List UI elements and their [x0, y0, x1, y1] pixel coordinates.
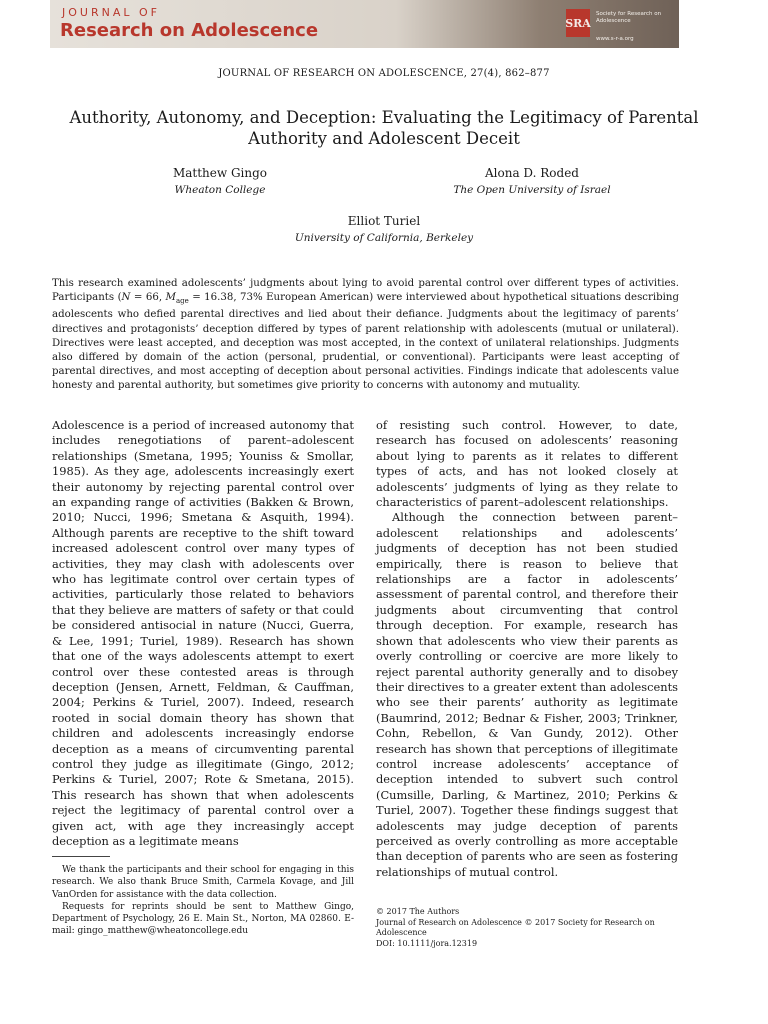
author-name: Elliot Turiel: [347, 214, 421, 228]
acknowledgement-note: We thank the participants and their school for engaging in this research. We also thank Bruce Smith, Carmela Kovage, and Jill VanOrden for assistance with the data collection.: [52, 865, 354, 900]
body-paragraph: of resisting such control. However, to date, research has focused on adolescents’ reasoning about lying to parents as it relates to different types of acts, and has not looked closely at adolescents’ judgments of lying as they relate to characteristics of parent–adolescent relationships.: [376, 418, 678, 510]
author-affiliation: The Open University of Israel: [453, 184, 611, 196]
body-paragraph: Adolescence is a period of increased autonomy that includes renegotiations of parent–adolescent relationships (Smetana, 1995; Youniss & Smollar, 1985). As they age, adolescents increasingly exert their autonomy by rejecting parental control over an expanding range of activities (Bakken & Brown, 2010; Nucci, 1996; Smetana & Asquith, 1994). Although parents are receptive to the shift toward increased adolescent control over many types of activities, they may clash with adolescents over who has legitimate control over certain types of activities, particularly those related to behaviors that they believe are matters of safety or that could be considered antisocial in nature (Nucci, Guerra, & Lee, 1991; Turiel, 1989). Research has shown that one of the ways adolescents attempt to exert control over these contested areas is through deception (Jensen, Arnett, Feldman, & Cauffman, 2004; Perkins & Turiel, 2007). Indeed, research rooted in social domain theory has shown that children and adolescents increasingly endorse deception as a means of circumventing parental control they judge as illegitimate (Gingo, 2012; Perkins & Turiel, 2007; Rote & Smetana, 2015). This research has shown that when adolescents reject the legitimacy of parental control over a given act, with age they increasingly accept deception as a legitimate means: [52, 418, 354, 848]
journal-name: Research on Adolescence: [60, 20, 319, 41]
society-url[interactable]: www.s-r-a.org: [596, 36, 634, 42]
society-name: Society for Research on Adolescence: [596, 11, 662, 24]
body-paragraph: Although the connection between parent–adolescent relationships and adolescents’ judgments of deception has not been studied empirically, there is reason to believe that relationships are a factor in adolescents’ assessment of parental control, and therefore their judgments about circumventing that control through deception. For example, research has shown that adolescents who view their parents as overly controlling or coercive are more likely to reject parental authority generally and to disobey their directives to a greater extent than adolescents who see their parents’ authority as legitimate (Baumrind, 2012; Bednar & Fisher, 2003; Trinkner, Cohn, Rebellon, & Van Gundy, 2012). Other research has shown that perceptions of illegitimate control increase adolescents’ acceptance of deception intended to subvert such control (Cumsille, Darling, & Martinez, 2010; Perkins & Turiel, 2007). Together these findings suggest that adolescents may judge deception of parents perceived as overly controlling as more acceptable than deception of parents who are seen as fostering relationships of mutual control.: [376, 510, 678, 879]
author-affiliation: University of California, Berkeley: [294, 232, 474, 244]
footnotes: [52, 864, 354, 938]
reprint-note: Requests for reprints should be sent to Matthew Gingo, Department of Psychology, 26 E. Main St., Norton, MA 02860. E-mail: gingo_matthew@wheatoncollege.edu: [52, 901, 354, 937]
footnote-divider: [52, 856, 110, 857]
abstract-m-symbol: M: [165, 292, 176, 304]
journal-of-label: JOURNAL OF: [62, 6, 160, 19]
sra-logo-icon: SRA: [566, 9, 590, 37]
abstract-text: = 66,: [130, 292, 166, 304]
copyright-line: Journal of Research on Adolescence © 2017 Society for Research on Adolescence: [376, 917, 655, 937]
abstract: [52, 277, 679, 394]
body-column-left: [52, 418, 354, 849]
copyright-block: [376, 907, 696, 949]
journal-banner: [50, 0, 679, 48]
journal-citation: JOURNAL OF RESEARCH ON ADOLESCENCE, 27(4), 862–877: [218, 68, 550, 79]
article-title: Authority, Autonomy, and Deception: Evaluating the Legitimacy of Parental Authority and Adolescent Deceit: [69, 108, 699, 148]
author-name: Alona D. Roded: [485, 166, 579, 180]
copyright-line: © 2017 The Authors: [376, 907, 460, 916]
abstract-m-subscript: age: [175, 297, 189, 306]
abstract-text: = 16.38, 73% European American) were interviewed about hypothetical situations describing adolescents who defied parental directives and lied about their defiance. Judgments about the legitimacy of parents’ directives and protagonists’ deception differed by types of parent relationship with adolescents (mutual or unilateral). Directives were least accepted, and deception was most accepted, in the context of unilateral relationships. Judgments also differed by domain of the action (personal, prudential, or conventional). Participants were least accepting of parental directives, and most accepting of deception about personal activities. Findings indicate that adolescents value honesty and parental authority, but sometimes give priority to concerns with autonomy and mutuality.: [52, 292, 679, 392]
author-name: Matthew Gingo: [172, 166, 268, 180]
author-affiliation: Wheaton College: [174, 184, 266, 196]
abstract-text: This research examined adolescents’ judgments about lying to avoid parental control over different types of activities. Participants (: [52, 278, 679, 304]
abstract-n-symbol: N: [121, 292, 131, 304]
doi-line[interactable]: DOI: 10.1111/jora.12319: [376, 938, 478, 948]
body-column-right: [376, 418, 678, 880]
